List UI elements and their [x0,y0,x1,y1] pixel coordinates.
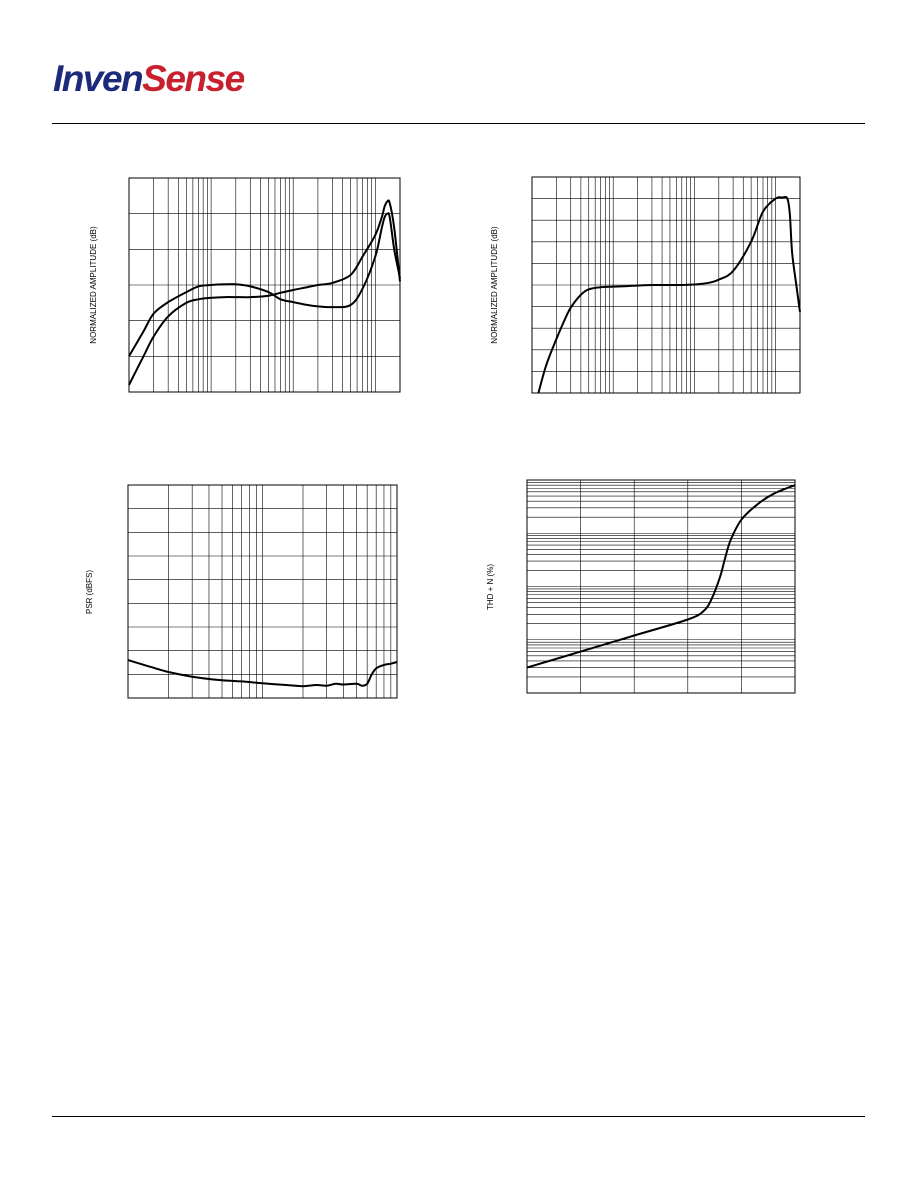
series-line-1 [527,485,795,667]
y-axis-label: NORMALIZED AMPLITUDE (dB) [89,226,98,344]
logo-inven-text: Inven [53,58,143,99]
y-axis-label: NORMALIZED AMPLITUDE (dB) [490,226,499,344]
chart-2 [490,177,800,393]
chart-3 [85,485,397,698]
chart-1 [89,178,400,392]
series-line-1 [538,197,800,393]
logo-sense-text: Sense [142,58,244,99]
y-axis-label: THD + N (%) [486,564,495,610]
chart-4 [486,480,795,693]
y-axis-label: PSR (dBFS) [85,569,94,615]
